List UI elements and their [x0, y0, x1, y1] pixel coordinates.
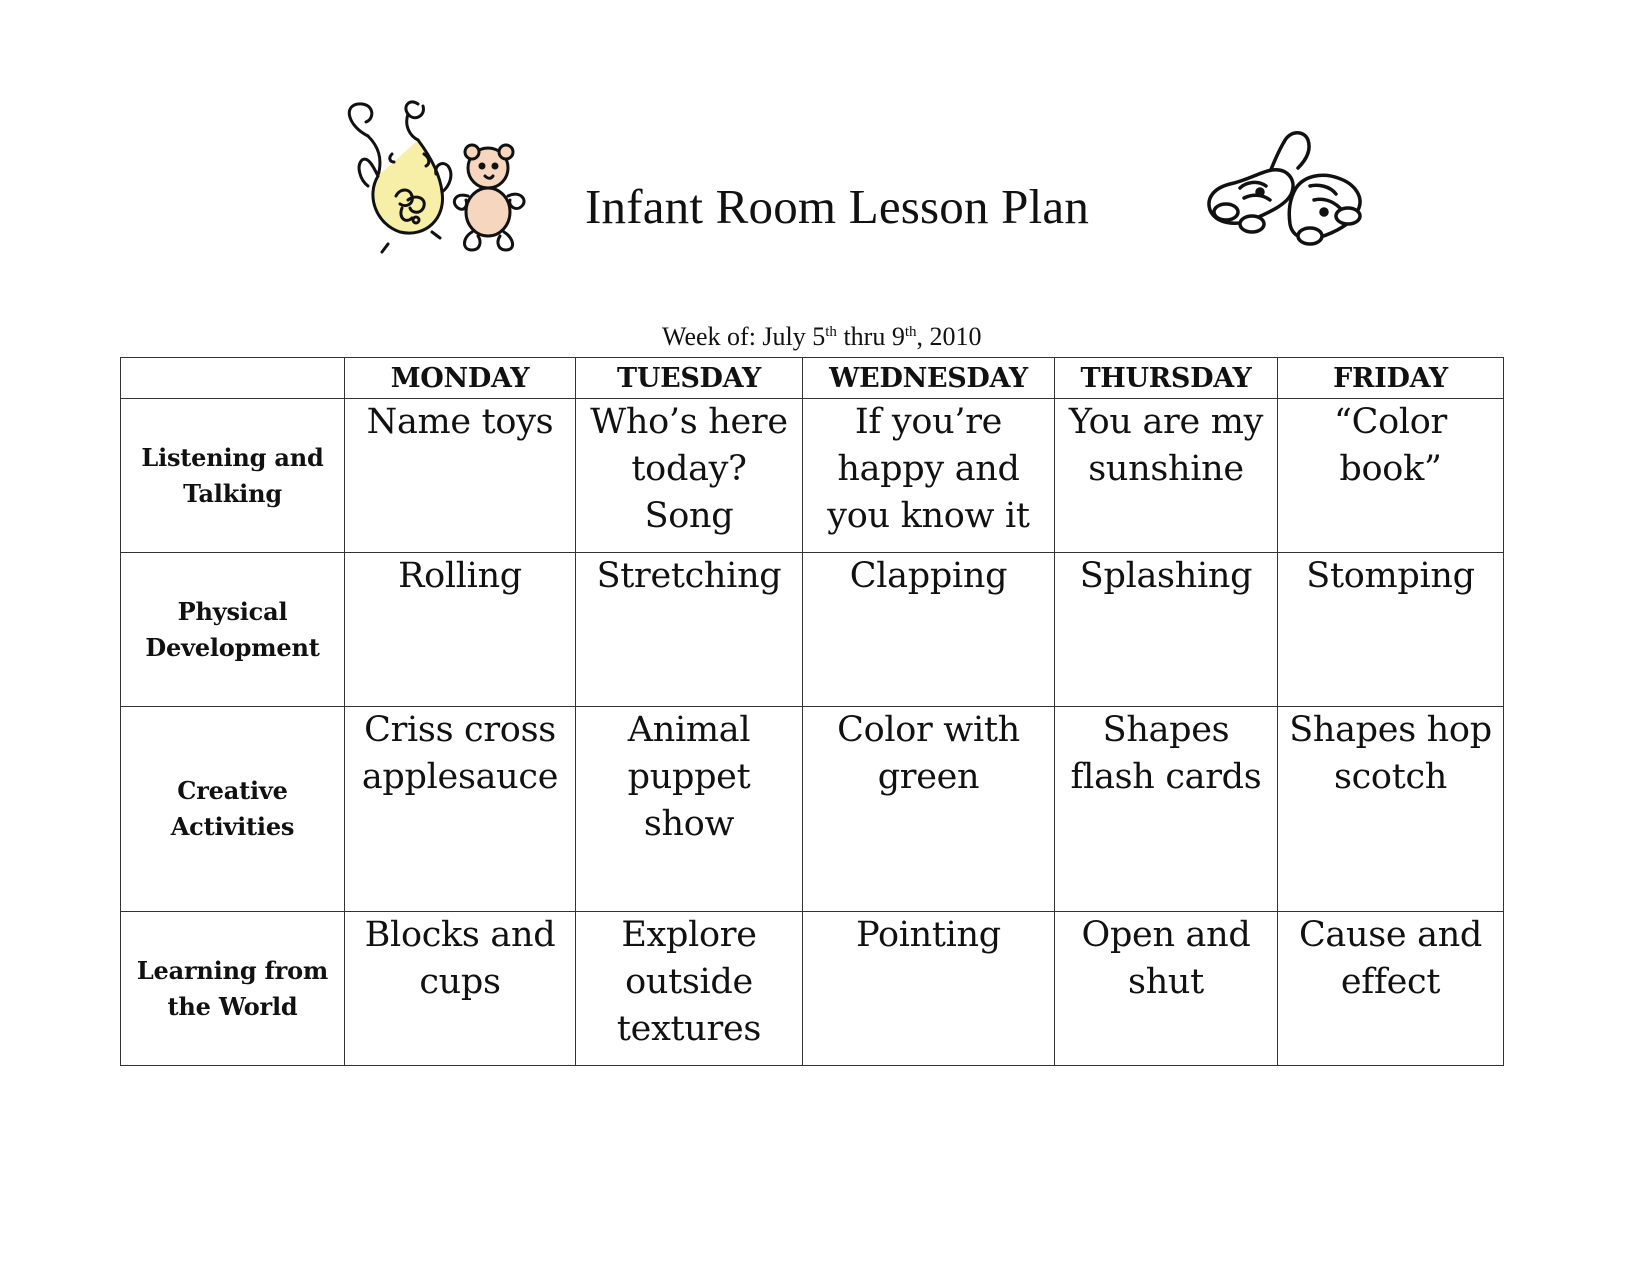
week-of-label	[662, 322, 982, 352]
table-cell	[803, 707, 1055, 912]
row-label-text: Creative Activities	[170, 776, 295, 841]
activity-text: Who’s here today? Song	[590, 402, 788, 536]
corner-cell	[121, 358, 345, 399]
table-cell	[1055, 553, 1278, 707]
week-prefix: Week of: July 5	[662, 322, 826, 351]
week-mid: thru 9	[836, 322, 905, 351]
activity-text: Shapes hop scotch	[1289, 710, 1492, 797]
activity-text: Stretching	[596, 556, 782, 596]
day-header-tuesday: TUESDAY	[576, 358, 803, 399]
activity-text: “Color book”	[1334, 402, 1447, 489]
baby-shoes-icon	[1200, 128, 1370, 258]
table-cell	[576, 553, 803, 707]
table-cell	[576, 912, 803, 1066]
row-label-physical-development	[121, 553, 345, 707]
activity-text: Criss cross applesauce	[361, 710, 559, 797]
table-cell	[576, 399, 803, 553]
table-cell	[345, 399, 576, 553]
table-cell	[1278, 553, 1504, 707]
row-label-text: Physical Development	[145, 596, 320, 662]
table-row	[121, 553, 1504, 707]
activity-text: You are my sunshine	[1068, 402, 1264, 489]
activity-text: Animal puppet show	[627, 710, 751, 844]
activity-text: Name toys	[366, 402, 554, 442]
week-suffix: , 2010	[916, 322, 982, 351]
row-label-listening-talking	[121, 399, 345, 553]
table-row	[121, 399, 1504, 553]
activity-text: Rolling	[398, 556, 522, 596]
activity-text: Shapes flash cards	[1070, 710, 1262, 797]
lesson-plan-table	[120, 357, 1504, 1066]
activity-text: Stomping	[1306, 556, 1475, 596]
row-label-text: Learning from the World	[136, 955, 329, 1021]
bib-and-teddy-bear-icon	[338, 96, 548, 256]
table-header-row	[121, 358, 1504, 399]
activity-text: Clapping	[849, 556, 1008, 596]
day-header-monday: MONDAY	[345, 358, 576, 399]
day-header-wednesday: WEDNESDAY	[803, 358, 1055, 399]
table-cell	[1055, 707, 1278, 912]
week-sup-start: th	[825, 324, 837, 340]
week-sup-end: th	[904, 324, 917, 340]
activity-text: Cause and effect	[1298, 915, 1483, 1002]
activity-text: Blocks and cups	[364, 915, 556, 1002]
table-cell	[576, 707, 803, 912]
bib-icon	[349, 102, 451, 252]
day-header-thursday: THURSDAY	[1055, 358, 1278, 399]
row-label-creative-activities	[121, 707, 345, 912]
page-title: Infant Room Lesson Plan	[585, 179, 1090, 234]
table-cell	[1055, 399, 1278, 553]
table-cell	[1055, 912, 1278, 1066]
table-cell	[1278, 399, 1504, 553]
activity-text: Splashing	[1079, 556, 1253, 596]
activity-text: Open and shut	[1081, 915, 1251, 1002]
table-cell	[803, 912, 1055, 1066]
table-cell	[803, 399, 1055, 553]
teddy-bear-icon	[454, 145, 524, 250]
table-row	[121, 707, 1504, 912]
activity-text: If you’re happy and you know it	[827, 402, 1030, 536]
table-cell	[1278, 912, 1504, 1066]
day-header-friday: FRIDAY	[1278, 358, 1504, 399]
row-label-text: Listening and Talking	[141, 442, 324, 508]
table-cell	[803, 553, 1055, 707]
table-row	[121, 912, 1504, 1066]
table-cell	[345, 912, 576, 1066]
row-label-learning-from-world	[121, 912, 345, 1066]
activity-text: Color with green	[837, 710, 1020, 797]
activity-text: Explore outside textures	[616, 915, 762, 1049]
table-cell	[345, 707, 576, 912]
table-cell	[1278, 707, 1504, 912]
activity-text: Pointing	[856, 915, 1001, 955]
table-cell	[345, 553, 576, 707]
